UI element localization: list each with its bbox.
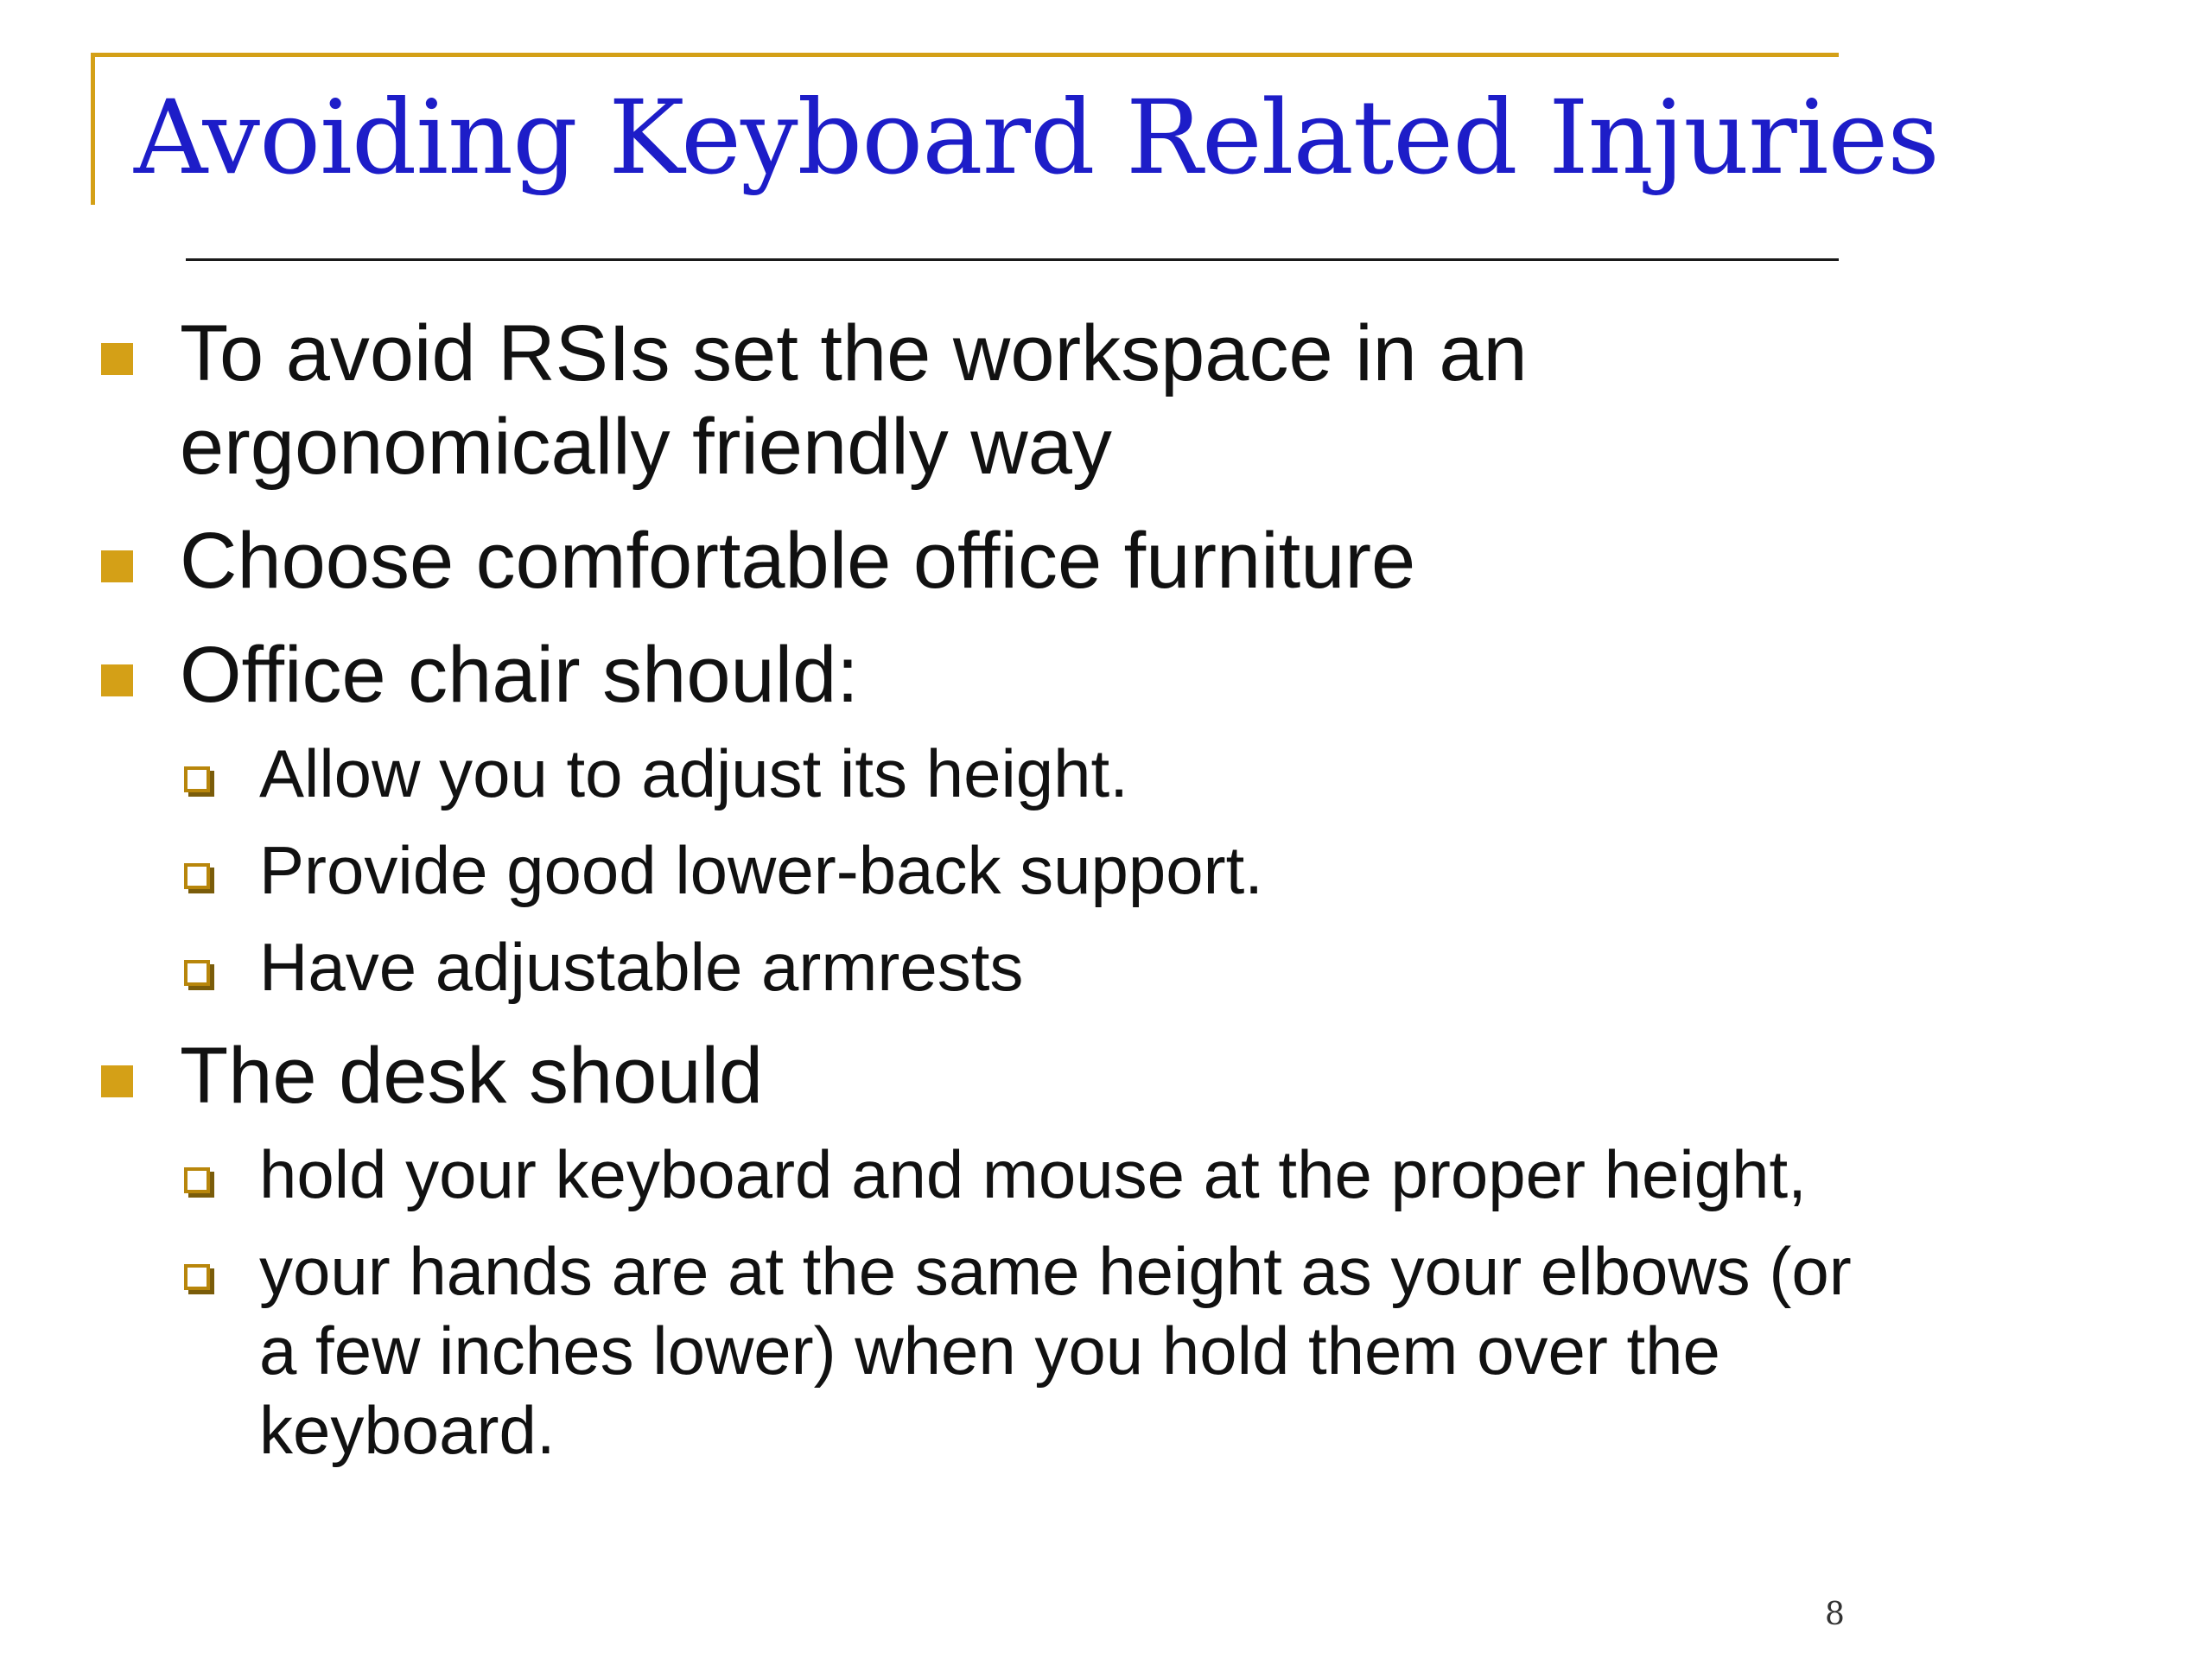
hollow-square-bullet-icon <box>184 1167 210 1193</box>
hollow-square-bullet-icon <box>184 1264 210 1290</box>
slide-title: Avoiding Keyboard Related Injuries <box>134 78 1939 197</box>
bullet-item <box>0 1029 1858 1122</box>
hollow-square-bullet-icon <box>184 863 210 889</box>
bullet-list <box>0 307 1858 1487</box>
sub-bullet-text: hold your keyboard and mouse at the proper height, <box>259 1136 1807 1212</box>
bullet-text: The desk should <box>180 1032 764 1120</box>
sub-bullet-item <box>0 734 1858 813</box>
hollow-square-bullet-icon <box>184 960 210 986</box>
sub-bullet-item <box>0 1231 1858 1470</box>
bullet-item <box>0 514 1858 607</box>
bullet-text: To avoid RSIs set the workspace in an ergonomically friendly way <box>180 309 1528 491</box>
bullet-item <box>0 307 1858 493</box>
bullet-text: Choose comfortable office furniture <box>180 517 1416 605</box>
sub-bullet-text: your hands are at the same height as your elbows (or a few inches lower) when you hold them over the keyboard. <box>259 1233 1852 1468</box>
bullet-text: Office chair should: <box>180 631 859 719</box>
square-bullet-icon <box>101 550 133 582</box>
title-frame-left <box>91 53 95 205</box>
title-divider <box>186 258 1839 261</box>
hollow-square-bullet-icon <box>184 766 210 792</box>
bullet-item <box>0 628 1858 721</box>
sub-bullet-item <box>0 1135 1858 1214</box>
sub-bullet-item <box>0 830 1858 910</box>
page-number: 8 <box>1825 1597 1845 1632</box>
title-frame-top <box>91 53 1839 57</box>
sub-bullet-item <box>0 927 1858 1007</box>
sub-bullet-text: Have adjustable armrests <box>259 929 1024 1005</box>
sub-bullet-text: Allow you to adjust its height. <box>259 735 1128 811</box>
sub-bullet-text: Provide good lower-back support. <box>259 832 1263 908</box>
square-bullet-icon <box>101 343 133 375</box>
square-bullet-icon <box>101 664 133 696</box>
square-bullet-icon <box>101 1065 133 1097</box>
